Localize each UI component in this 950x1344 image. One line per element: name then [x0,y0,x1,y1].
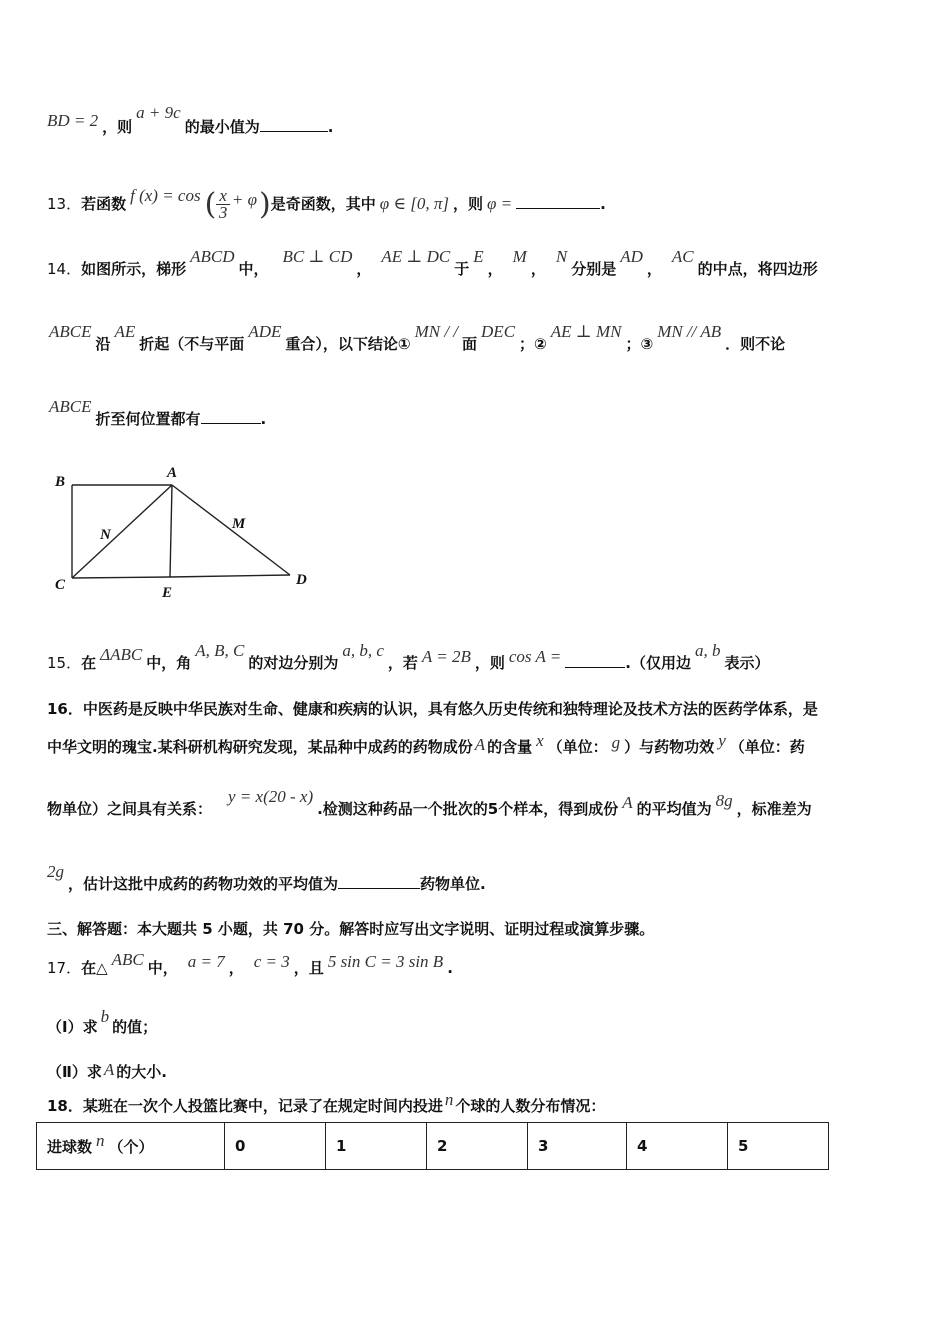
text: .检测这种药品一个批次的5个样本，得到成份 [317,800,619,818]
math: y [718,731,726,750]
text: ， [356,260,372,278]
math: ABCE [49,397,92,416]
math: g [611,733,621,752]
text: 沿 [95,335,111,353]
math: A [103,1060,115,1079]
math: DEC [481,322,516,341]
text: 物单位）之间具有关系： [47,800,213,818]
math: MN // AB [657,322,722,341]
fraction [216,188,230,221]
math-phi: φ = [487,194,513,213]
question-16-line-3 [47,787,910,819]
text: 的对边分别为 [248,654,339,672]
text: 面 [462,335,478,353]
text: 折至何位置都有 [95,410,201,428]
math: x [536,731,544,750]
text: 的值； [112,1018,158,1036]
question-17-part-2 [47,1061,910,1082]
text: ， [487,260,503,278]
math: 8g [715,791,733,810]
math-range: φ ∈ [0, π] [379,194,449,213]
edge-ad [172,485,290,575]
text: 18．某班在一次个人投篮比赛中，记录了在规定时间内投进 [47,1097,443,1115]
text: ，则 [452,195,483,213]
text: 药物单位. [420,875,486,893]
text: . [260,410,267,428]
text: 是奇函数，其中 [270,195,376,213]
math: c = 3 [253,952,290,971]
math: A, B, C [195,641,245,660]
text: 的大小. [116,1063,167,1081]
math: AE ⊥ DC [381,247,451,266]
math-tail: + φ [231,190,257,209]
answer-blank [260,117,328,132]
text: 分别是 [571,260,617,278]
text: ，则 [474,654,505,672]
text: 表示） [724,654,770,672]
question-16-line-2 [47,731,910,757]
table-cell: 5 [728,1123,829,1170]
math: A = 2B [421,647,471,666]
math: ADE [248,322,282,341]
math: ΔABC [100,645,143,664]
fraction-numerator: x [216,188,230,205]
header-text: 进球数 [47,1137,93,1156]
text: 若函数 [81,195,127,213]
math: n [96,1130,105,1150]
section-title: 三、解答题：本大题共 5 小题，共 70 分。解答时应写出文字说明、证明过程或演算步骤。 [47,920,655,938]
text: ，且 [293,959,324,977]
text: ， [530,260,546,278]
label-b: B [55,474,66,490]
math: AC [671,247,694,266]
text: ，标准差为 [736,800,812,818]
table-cell: 3 [528,1123,627,1170]
math: M [512,247,527,266]
text: 在 [81,654,97,672]
text: （Ⅱ）求 [47,1063,102,1081]
text: ．则不论 [725,335,786,353]
text: 折起（不与平面 [139,335,245,353]
table-cell: 2 [427,1123,528,1170]
text: ， [228,959,244,977]
fraction-denominator: 3 [218,203,228,222]
text: . [447,959,453,977]
question-number: 15． [47,654,82,672]
table-cell: 0 [225,1123,326,1170]
math: 2g [47,862,64,881]
text: 的中点，将四边形 [697,260,818,278]
text: 的最小值为 [184,118,260,136]
question-number: 13． [47,195,82,213]
text: 重合），以下结论① [285,335,411,353]
text: 个球的人数分布情况： [455,1097,606,1115]
text: 中，角 [146,654,192,672]
answer-blank [516,194,600,209]
math: b [100,1007,110,1026]
text: ，则 [102,118,133,136]
text: （单位：药 [729,738,805,756]
edge-ed [170,575,290,577]
text: . [600,195,606,213]
text: 于 [454,260,470,278]
section-heading [47,918,910,939]
trapezoid-figure [50,458,320,608]
math: MN / / [414,322,459,341]
math: ABC [111,950,144,969]
math: a = 7 [187,952,225,971]
math: y = x(20 - x) [228,787,314,806]
continuation-line [47,103,910,137]
answer-blank [338,874,420,889]
text: 在△ [81,959,108,977]
question-14-line-1 [47,247,910,279]
diagonal-ac [72,485,172,578]
text: 如图所示，梯形 [81,260,187,278]
table-row [37,1123,829,1170]
label-m: M [232,516,246,532]
paren-left: ( [204,187,217,222]
math: BC ⊥ CD [282,247,353,266]
math: AE [114,322,136,341]
math: cos A = [508,647,562,666]
math: ABCD [190,247,235,266]
question-16-line-4 [47,862,910,894]
answer-blank [201,409,261,424]
label-a: A [167,465,178,481]
math: N [555,247,568,266]
table-cell: 1 [326,1123,427,1170]
label-n: N [100,527,111,543]
text: ，估计这批中成药的药物功效的平均值为 [68,875,339,893]
label-d: D [296,572,307,588]
math: AD [620,247,643,266]
table-header-cell [37,1123,225,1170]
distribution-table [36,1122,829,1170]
math: n [444,1090,454,1109]
label-c: C [55,577,66,593]
question-14-line-2 [47,322,910,354]
text: （单位： [547,738,608,756]
text: ）与药物功效 [624,738,715,756]
label-e: E [162,585,173,601]
question-14-line-3 [47,397,910,429]
question-17 [47,950,910,978]
text: ， [646,260,662,278]
text: . [327,118,334,136]
question-number: 17． [47,959,82,977]
math-function: f (x) = cos [130,186,201,205]
text: （Ⅰ）求 [47,1018,98,1036]
question-number: 14． [47,260,82,278]
text: ；③ [625,335,654,353]
math: ABCE [49,322,92,341]
math: a, b, c [342,641,384,660]
math: A [474,735,486,754]
question-17-part-1 [47,1007,910,1037]
math: E [473,247,484,266]
question-15 [47,641,910,673]
text: 中， [238,260,269,278]
text: 的平均值为 [636,800,712,818]
edge-ce [72,577,170,578]
edge-ae [170,485,172,577]
math: 5 sin C = 3 sin B [327,952,444,971]
paren-right: ) [259,187,271,222]
question-18 [47,1090,910,1116]
text: 中， [147,959,178,977]
math-expr: a + 9c [136,103,181,122]
question-13 [47,187,910,222]
text: ；② [519,335,547,353]
text: 16．中医药是反映中华民族对生命、健康和疾病的认识，具有悠久历史传统和独特理论及技术方法的医药学体系，是 [47,700,818,718]
text: 中华文明的瑰宝.某科研机构研究发现，某品种中成药的药物成份 [47,738,473,756]
table-cell: 4 [627,1123,728,1170]
math: a, b [694,641,721,660]
answer-blank [565,653,625,668]
math-bd: BD = 2 [47,111,99,130]
text: ，若 [387,654,418,672]
question-16-line-1 [47,698,910,719]
text: .（仅用边 [625,654,691,672]
math: A [622,793,633,812]
text: 的含量 [487,738,533,756]
math: AE ⊥ MN [550,322,622,341]
header-text: （个） [108,1137,154,1156]
